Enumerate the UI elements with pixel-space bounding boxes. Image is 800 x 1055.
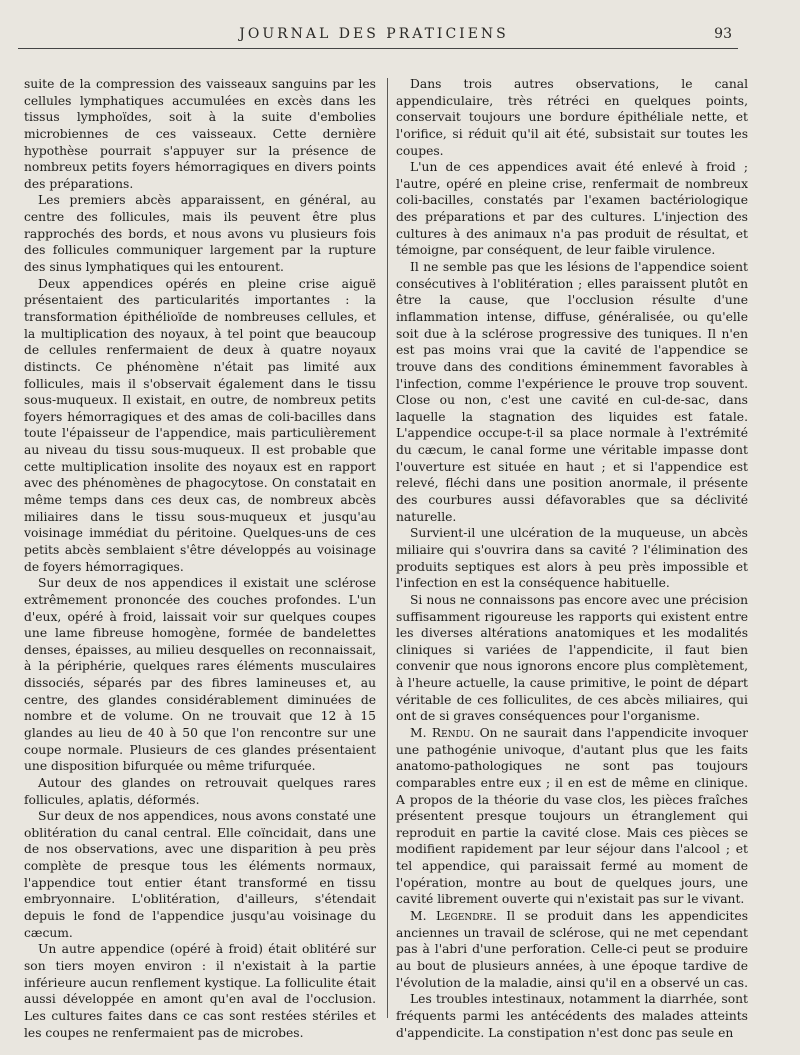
running-header (18, 26, 730, 46)
paragraph: Sur deux de nos appendices il existait une sclérose extrêmement prononcée des couches profondes. L'un d'eux, opéré à froid, laissait voir sur quelques coupes une lame fibreuse homogène, formée de bandelettes denses, épaisses, au milieu desquelles on reconnaissait, à la périphérie, quelques rares éléments musculaires dissociés, séparés par des fibres lamineuses et, au centre, des glandes considérablement diminuées de nombre et de volume. On ne trouvait que 12 à 15 glandes au lieu de 40 à 50 que l'on rencontre sur une coupe normale. Plusieurs de ces glandes présentaient une disposition bifurquée ou même trifurquée. (24, 576, 376, 774)
column-divider (387, 78, 388, 1018)
paragraph: suite de la compression des vaisseaux sanguins par les cellules lymphatiques accumulées en excès dans les tissus lymphoïdes, soit à la suite d'embolies microbiennes de ces vaisseaux. Cette dernière hypothèse pourrait s'appuyer sur la présence de nombreux petits foyers hémorragiques en divers points des préparations. (24, 77, 376, 191)
paragraph: Un autre appendice (opéré à froid) était oblitéré sur son tiers moyen environ : il n'existait à la partie inférieure aucun renflement kystique. La folliculite était aussi développée en amont qu'en aval de l'occlusion. Les cultures faites dans ce cas sont restées stériles et les coupes ne renfermaient pas de microbes. (24, 942, 376, 1040)
speaker-name: M. Rendu. (410, 725, 475, 740)
paragraph: Deux appendices opérés en pleine crise aiguë présentaient des particularités importantes : la transformation épithélioïde de nombreuses cellules, et la multiplication des noyaux, à tel point que beaucoup de cellules renfermaient de deux à quatre noyaux distincts. Ce phénomène n'était pas limité aux follicules, mais il s'observait également dans le tissu sous-muqueux. Il existait, en outre, de nombreux petits foyers hémorragiques et des amas de coli-bacilles dans toute l'épaisseur de l'appendice, mais particulièrement au niveau du tissu sous-muqueux. Il est probable que cette multiplication insolite des noyaux est en rapport avec des phénomènes de phagocytose. On constatait en même temps dans ces deux cas, de nombreux abcès miliaires dans le tissu sous-muqueux et jusqu'au voisinage immédiat du péritoine. Quelques-uns de ces petits abcès semblaient s'être développés au voisinage de foyers hémorragiques. (24, 276, 376, 574)
paragraph: Les premiers abcès apparaissent, en général, au centre des follicules, mais ils peuvent être plus rapprochés des bords, et nous avons vu plusieurs fois des follicules communiquer largement par la rupture des sinus lymphatiques qui les entourent. (24, 193, 376, 275)
paragraph: L'un de ces appendices avait été enlevé à froid ; l'autre, opéré en pleine crise, renfermait de nombreux coli-bacilles, constatés par l'examen bactériologique des préparations et par des cultures. L'injection des cultures à des animaux n'a pas produit de résultat, et témoigne, par conséquent, de leur faible virulence. (396, 160, 748, 258)
paragraph: Dans trois autres observations, le canal appendiculaire, très rétréci en quelques points, conservait toujours une bordure épithéliale nette, et l'orifice, si réduit qu'il ait été, subsistait sur toutes les coupes. (396, 77, 748, 158)
left-column (24, 76, 376, 1041)
paragraph: Si nous ne connaissons pas encore avec une précision suffisamment rigoureuse les rapports qui existent entre les diverses altérations anatomiques et les modalités cliniques si variées de l'appendicite, il faut bien convenir que nous ignorons encore plus complètement, à l'heure actuelle, la cause primitive, le point de départ véritable de ces folliculites, de ces abcès miliaires, qui ont de si graves conséquences pour l'organisme. (396, 592, 748, 724)
paragraph: Les troubles intestinaux, notamment la diarrhée, sont fréquents parmi les antécédents des malades atteints d'appendicite. La constipation n'est donc pas seule en (396, 992, 748, 1040)
header-rule (18, 48, 738, 49)
paragraph: Survient-il une ulcération de la muqueuse, un abcès miliaire qui s'ouvrira dans sa cavité ? l'élimination des produits septiques est alors à peu près impossible et l'infection en est la conséquence habituelle. (396, 526, 748, 591)
paragraph: Autour des glandes on retrouvait quelques rares follicules, aplatis, déformés. (24, 775, 376, 807)
right-column (396, 76, 748, 1041)
paragraph: Sur deux de nos appendices, nous avons constaté une oblitération du canal central. Elle coïncidait, dans une de nos observations, avec une disparition à peu près complète de presque tous les éléments normaux, l'appendice tout entier étant transformé en tissu embryonnaire. L'oblitération, d'ailleurs, s'étendait depuis le fond de l'appendice jusqu'au voisinage du cæcum. (24, 809, 376, 940)
paragraph (396, 725, 748, 908)
paragraph (396, 908, 748, 991)
paragraph: Il ne semble pas que les lésions de l'appendice soient consécutives à l'oblitération ; elles paraissent plutôt en être la cause, que l'occlusion résulte d'une inflammation intense, diffuse, généralisée, ou qu'elle soit due à la sclérose progressive des tuniques. Il n'en est pas moins vrai que la cavité de l'appendice se trouve dans des conditions éminemment favorables à l'infection, comme l'expérience le prouve trop souvent. Close ou non, c'est une cavité en cul-de-sac, dans laquelle la stagnation des liquides est fatale. L'appendice occupe-t-il sa place normale à l'extrémité du cæcum, le canal forme une véritable impasse dont l'ouverture est située en haut ; et si l'appendice est relevé, fléchi dans une position anormale, il présente des courbures aussi défavorables que sa déclivité naturelle. (396, 260, 748, 524)
page-number: 93 (714, 26, 732, 42)
journal-title: JOURNAL DES PRATICIENS (239, 26, 509, 42)
speaker-name: M. Legendre. (410, 909, 497, 924)
speech-text: Il se produit dans les appendicites anciennes un travail de sclérose, qui ne met cependant pas à l'abri d'une perforation. Celle-ci peut se produire au bout de plusieurs années, à une époque tardive de l'évolution de la maladie, ainsi qu'il en a observé un cas. (396, 909, 749, 990)
speech-text: On ne saurait dans l'appendicite invoquer une pathogénie univoque, d'autant plus que les faits anatomo-pathologiques ne sont pas toujours comparables entre eux ; il en est de même en clinique. A propos de la théorie du vase clos, les pièces fraîches présentent presque toujours un étranglement qui reproduit en partie la cavité close. Mais ces pièces se modifient rapidement par leur séjour dans l'alcool ; et tel appendice, qui paraissait fermé au moment de l'opération, montre au bout de quelques jours, une cavité librement ouverte qui n'existait pas sur le vivant. (396, 725, 748, 907)
